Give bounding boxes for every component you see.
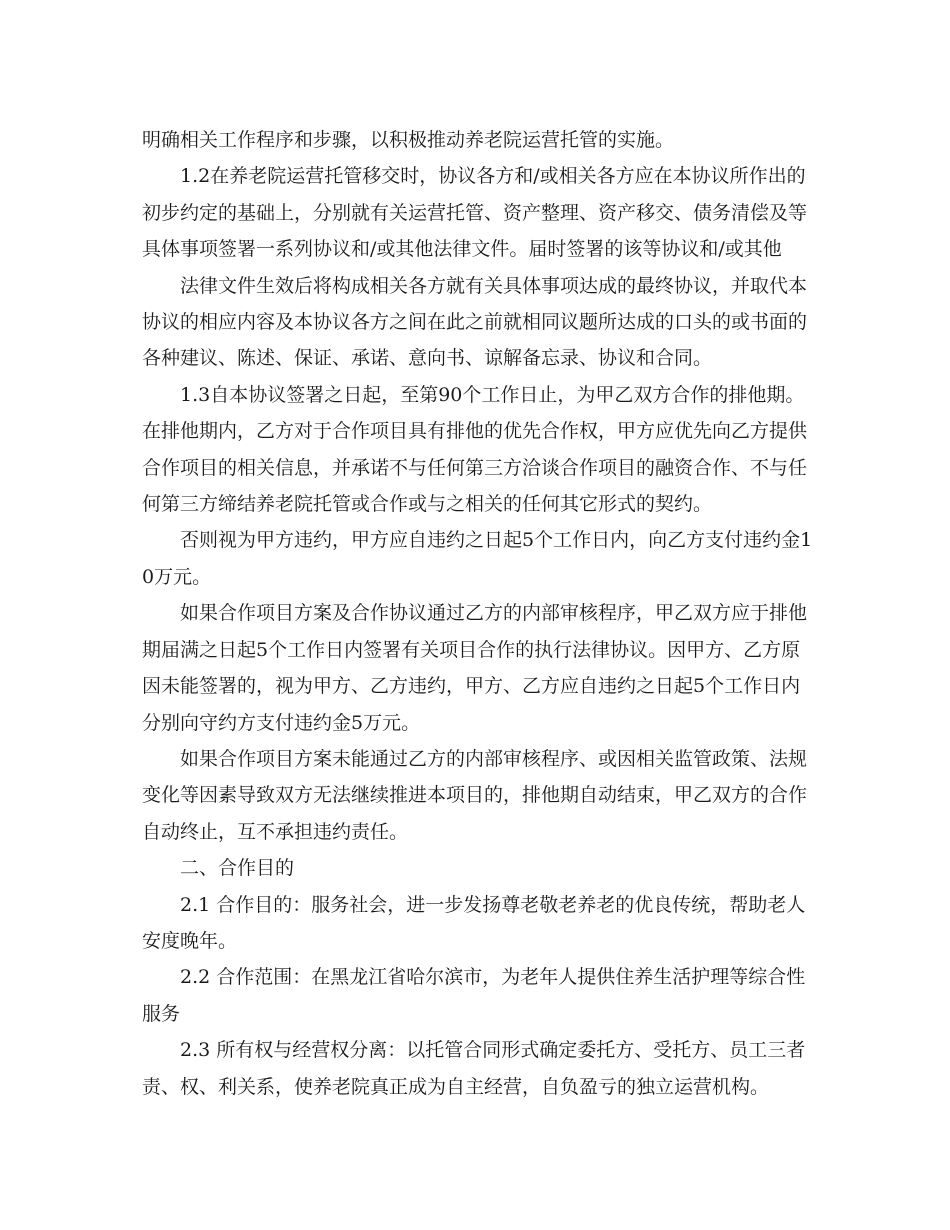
paragraph-review-failed: 如果合作项目方案未能通过乙方的内部审核程序、或因相关监管政策、法规变化等因素导致双方无法继续推进本项目的，排他期自动结束，甲乙双方的合作自动终止，互不承担违约责任。 — [142, 747, 808, 843]
paragraph-party-a-breach: 否则视为甲方违约，甲方应自违约之日起5个工作日内，向乙方支付违约金10万元。 — [142, 529, 813, 588]
document-body — [142, 122, 814, 1105]
paragraph-clause-2-3: 2.3 所有权与经营权分离：以托管合同形式确定委托方、受托方、员工三者责、权、利关系，使养老院真正成为自主经营，自负盈亏的独立运营机构。 — [142, 1039, 806, 1098]
paragraph-clause-1-3: 1.3自本协议签署之日起，至第90个工作日止，为甲乙双方合作的排他期。在排他期内，乙方对于合作项目具有排他的优先合作权，甲方应优先向乙方提供合作项目的相关信息，并承诺不与任何第三方洽谈合作项目的融资合作、不与任何第三方缔结养老院托管或合作或与之相关的任何其它形式的契约。 — [142, 383, 808, 516]
paragraph-legal-documents: 法律文件生效后将构成相关各方就有关具体事项达成的最终协议，并取代本协议的相应内容及本协议各方之间在此之前就相同议题所达成的口头的或书面的各种建议、陈述、保证、承诺、意向书、谅解备忘录、协议和合同。 — [142, 274, 808, 370]
paragraph-review-passed: 如果合作项目方案及合作协议通过乙方的内部审核程序，甲乙双方应于排他期届满之日起5个工作日内签署有关项目合作的执行法律协议。因甲方、乙方原因未能签署的，视为甲方、乙方违约，甲方、乙方应自违约之日起5个工作日内分别向守约方支付违约金5万元。 — [142, 602, 808, 734]
section-heading-cooperation-purpose: 二、合作目的 — [180, 857, 295, 880]
paragraph-clause-2-1: 2.1 合作目的：服务社会，进一步发扬尊老敬老养老的优良传统，帮助老人安度晚年。 — [142, 893, 806, 952]
paragraph-clause-2-2: 2.2 合作范围：在黑龙江省哈尔滨市，为老年人提供住养生活护理等综合性服务 — [142, 966, 806, 1025]
paragraph-continuation: 明确相关工作程序和步骤，以积极推动养老院运营托管的实施。 — [142, 129, 675, 151]
paragraph-clause-1-2: 1.2在养老院运营托管移交时，协议各方和/或相关各方应在本协议所作出的初步约定的基础上，分别就有关运营托管、资产整理、资产移交、债务清偿及等具体事项签署一系列协议和/或其他法律文件。届时签署的该等协议和/或其他 — [142, 165, 808, 261]
